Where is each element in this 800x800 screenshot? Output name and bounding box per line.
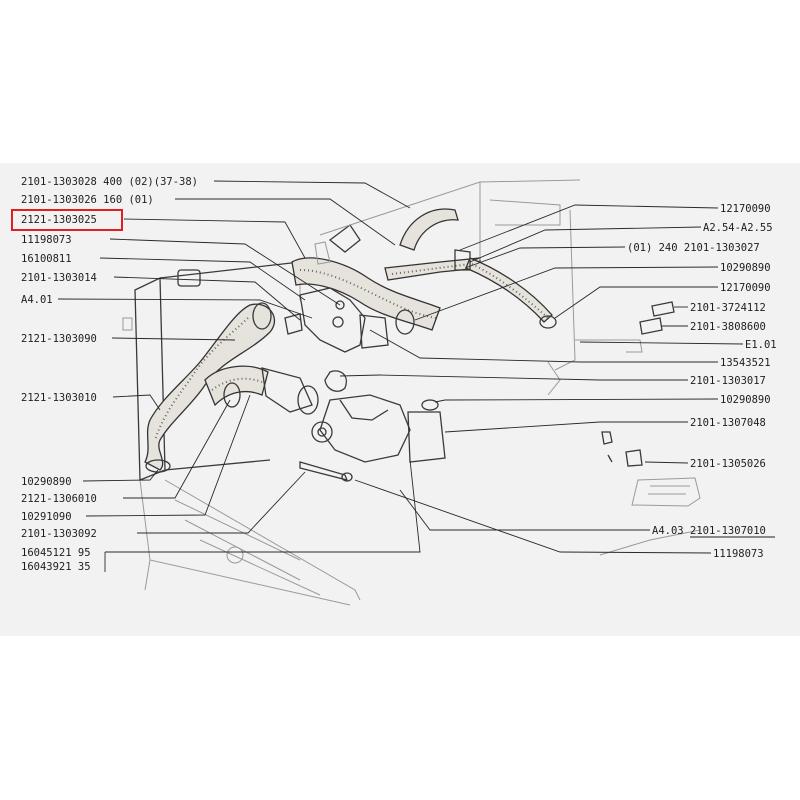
- part-label-right-2: (01) 240 2101-1303027: [627, 242, 760, 254]
- part-label-right-0: 12170090: [720, 203, 771, 215]
- part-label-left-5: 2101-1303014: [21, 272, 97, 284]
- labels-left: [21, 176, 198, 573]
- part-label-right-3: 10290890: [720, 262, 771, 274]
- part-label-left-0: 2101-1303028 400 (02)(37-38): [21, 176, 199, 188]
- pump-gasket: [408, 412, 445, 462]
- part-label-right-7: E1.01: [745, 339, 777, 351]
- bypass-hose: [205, 366, 318, 414]
- part-label-right-5: 2101-3724112: [690, 302, 766, 314]
- part-label-right-9: 2101-1303017: [690, 375, 766, 387]
- part-label-left-11: 10291090: [21, 511, 72, 523]
- part-label-left-10: 2121-1306010: [21, 493, 97, 505]
- part-label-right-15: 11198073: [713, 548, 764, 560]
- small-parts: [602, 302, 674, 466]
- pump-bolt: [300, 462, 347, 480]
- drain-plug: [626, 450, 642, 466]
- part-label-left-8: 2121-1303010: [21, 392, 97, 404]
- part-label-left-12: 2101-1303092: [21, 528, 97, 540]
- part-label-left-13: 16045121 95: [21, 547, 91, 559]
- leader-lines: [58, 181, 743, 572]
- part-label-right-13: A4.03: [652, 525, 684, 537]
- water-pump: [300, 371, 445, 481]
- temperature-sensor: [652, 302, 674, 316]
- part-label-left-9: 10290890: [21, 476, 72, 488]
- engine-block: [315, 180, 700, 555]
- heater-hoses: [330, 209, 556, 328]
- part-label-left-6: A4.01: [21, 294, 53, 306]
- part-label-right-1: A2.54-A2.55: [703, 222, 773, 234]
- radiator-cap: [178, 270, 200, 286]
- part-label-left-2: 2121-1303025: [21, 214, 97, 226]
- part-label-right-12: 2101-1305026: [690, 458, 766, 470]
- part-label-right-8: 13543521: [720, 357, 771, 369]
- part-label-right-6: 2101-3808600: [690, 321, 766, 333]
- part-label-right-10: 10290890: [720, 394, 771, 406]
- part-label-left-3: 11198073: [21, 234, 72, 246]
- sensor-gauge: [640, 318, 662, 334]
- part-label-left-4: 16100811: [21, 253, 72, 265]
- part-label-right-11: 2101-1307048: [690, 417, 766, 429]
- part-label-left-1: 2101-1303026 160 (01): [21, 194, 154, 206]
- labels-right: [627, 203, 777, 560]
- part-label-right-14: 2101-1307010: [690, 525, 766, 537]
- part-label-right-4: 12170090: [720, 282, 771, 294]
- part-label-left-7: 2121-1303090: [21, 333, 97, 345]
- part-label-left-14: 16043921 35: [21, 561, 91, 573]
